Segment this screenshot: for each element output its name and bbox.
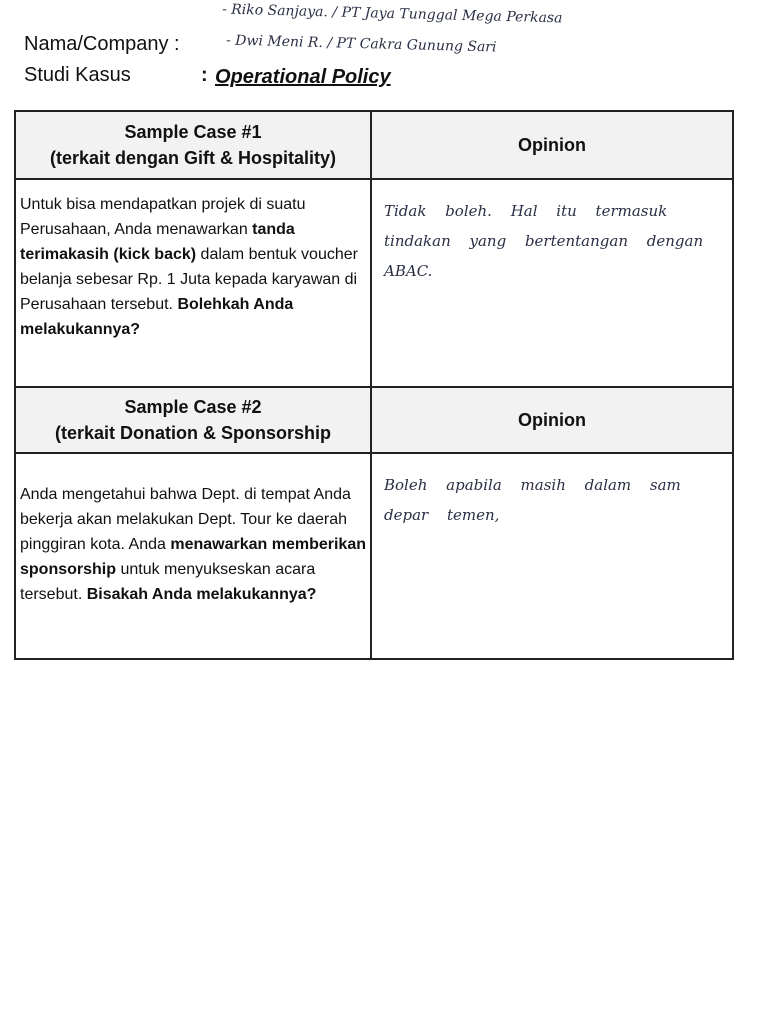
row-divider-1 bbox=[16, 178, 732, 180]
case-1-answer: Tidak boleh. Hal itu termasuk tindakan yang bertentangan dengan ABAC. bbox=[384, 202, 704, 280]
case-study-colon: : bbox=[201, 64, 208, 86]
case-2-header bbox=[16, 388, 370, 452]
case-2-opinion-label: Opinion bbox=[518, 410, 586, 430]
case-2-question-bold-2: Bisakah Anda melakukannya? bbox=[86, 586, 317, 603]
case-2-subtitle: (terkait Donation & Sponsorship bbox=[54, 423, 331, 443]
handwritten-names-line-1: - Riko Sanjaya. / PT Jaya Tunggal Mega Perkasa bbox=[221, 1, 563, 27]
case-2-opinion-header bbox=[372, 388, 732, 452]
case-1-question-bold-2: Bolehkah Anda melakukannya? bbox=[20, 296, 294, 338]
name-company-label: Nama/Company : bbox=[24, 33, 180, 55]
case-2-question-bold-1: menawarkan memberikan sponsorship bbox=[20, 536, 366, 578]
column-divider bbox=[370, 112, 372, 658]
row-divider-3 bbox=[16, 452, 732, 454]
case-1-question-text-2: dalam bentuk voucher belanja sebesar Rp. 1 Juta kepada karyawan di Perusahaan tersebut. bbox=[20, 246, 358, 313]
case-2-question-text-2: untuk menyukseskan acara tersebut. bbox=[20, 561, 316, 603]
case-1-question bbox=[16, 192, 370, 382]
case-2-question-text-1: Anda mengetahui bahwa Dept. di tempat Anda bekerja akan melakukan Dept. Tour ke daerah pinggiran kota. Anda bbox=[20, 486, 351, 553]
case-1-opinion-header bbox=[372, 112, 732, 178]
case-2-question bbox=[16, 482, 370, 642]
handwritten-names-line-2: - Dwi Meni R. / PT Cakra Gunung Sari bbox=[225, 32, 497, 56]
case-1-title: Sample Case #1 bbox=[124, 122, 262, 142]
case-study-value: Operational Policy bbox=[215, 66, 391, 88]
case-table bbox=[14, 110, 734, 660]
case-1-subtitle: (terkait dengan Gift & Hospitality) bbox=[49, 148, 337, 168]
case-2-answer: Boleh apabila masih dalam sam depar temen, bbox=[384, 476, 681, 524]
case-1-header bbox=[16, 112, 370, 178]
case-study-label: Studi Kasus bbox=[24, 64, 131, 86]
case-1-question-text-1: Untuk bisa mendapatkan projek di suatu Perusahaan, Anda menawarkan bbox=[20, 196, 306, 238]
case-1-question-bold-1: tanda terimakasih (kick back) bbox=[20, 221, 295, 263]
case-1-opinion-label: Opinion bbox=[518, 135, 586, 155]
case-2-title: Sample Case #2 bbox=[124, 397, 262, 417]
